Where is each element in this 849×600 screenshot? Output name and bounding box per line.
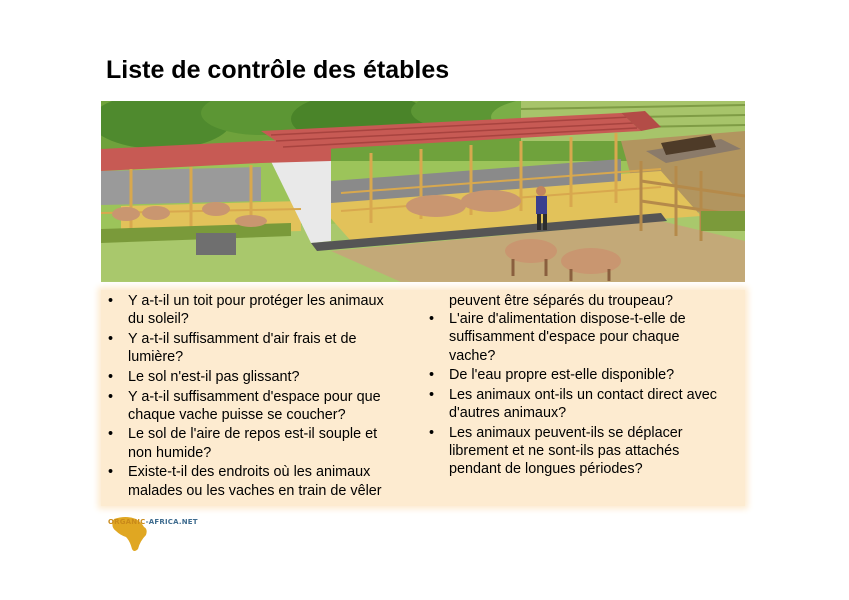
logo-text: ORGANIC-AFRICA.NET <box>108 518 198 526</box>
checklist-item-line: non humide? <box>128 444 212 461</box>
checklist-item <box>427 310 745 365</box>
checklist-item-line: Le sol de l'aire de repos est-il souple et <box>128 426 378 443</box>
checklist-item-line: librement et ne sont-ils pas attachés <box>449 443 680 460</box>
checklist-item-line: L'aire d'alimentation dispose-t-elle de <box>449 311 686 328</box>
checklist-item-line: Y a-t-il un toit pour protéger les animaux <box>128 293 384 309</box>
checklist-item <box>427 366 745 384</box>
checklist-right-column <box>427 292 745 480</box>
checklist-item <box>427 386 745 422</box>
checklist-item-line: De l'eau propre est-elle disponible? <box>449 367 675 384</box>
bullet-icon: • <box>108 293 114 309</box>
bullet-icon: • <box>108 388 114 405</box>
bullet-icon: • <box>108 368 114 385</box>
checklist-item <box>106 425 406 461</box>
checklist-item <box>106 388 406 424</box>
checklist-item-line: lumière? <box>128 349 184 366</box>
checklist-item-line: suffisamment d'espace pour chaque <box>449 329 680 346</box>
checklist-item-line: malades ou les vaches en train de vêler <box>128 482 382 499</box>
checklist-item <box>106 463 406 499</box>
checklist-left-list <box>106 292 406 500</box>
checklist-item-line: d'autres animaux? <box>449 405 567 422</box>
checklist-item-line: chaque vache puisse se coucher? <box>128 406 346 423</box>
cattle-shed-illustration <box>101 101 745 282</box>
bullet-icon: • <box>108 330 114 347</box>
checklist-item-line: vache? <box>449 347 496 364</box>
page-title: Liste de contrôle des étables <box>106 56 450 84</box>
checklist-right-list <box>427 310 745 478</box>
checklist-continuation: peuvent être séparés du troupeau? <box>449 293 674 309</box>
checklist-item-line: Les animaux peuvent-ils se déplacer <box>449 424 683 441</box>
bullet-icon: • <box>429 367 435 384</box>
checklist-item-line: Y a-t-il suffisamment d'air frais et de <box>128 330 357 347</box>
checklist-item-line: Le sol n'est-il pas glissant? <box>128 368 300 385</box>
bullet-icon: • <box>108 464 114 481</box>
checklist-item <box>106 330 406 366</box>
checklist-left-column <box>106 292 406 501</box>
checklist-panel <box>101 290 745 506</box>
bullet-icon: • <box>429 311 435 328</box>
bullet-icon: • <box>429 387 435 404</box>
checklist-item-line: Les animaux ont-ils un contact direct avec <box>449 387 717 404</box>
checklist-item <box>427 424 745 479</box>
checklist-item-line: Existe-t-il des endroits où les animaux <box>128 464 371 481</box>
checklist-item <box>106 368 406 386</box>
organic-africa-logo <box>104 513 198 553</box>
checklist-item-line: pendant de longues périodes? <box>449 461 643 478</box>
checklist-item <box>106 292 406 328</box>
bullet-icon: • <box>108 426 114 443</box>
checklist-item-line: du soleil? <box>128 311 189 328</box>
bullet-icon: • <box>429 424 435 441</box>
checklist-item-line: Y a-t-il suffisamment d'espace pour que <box>128 388 381 405</box>
